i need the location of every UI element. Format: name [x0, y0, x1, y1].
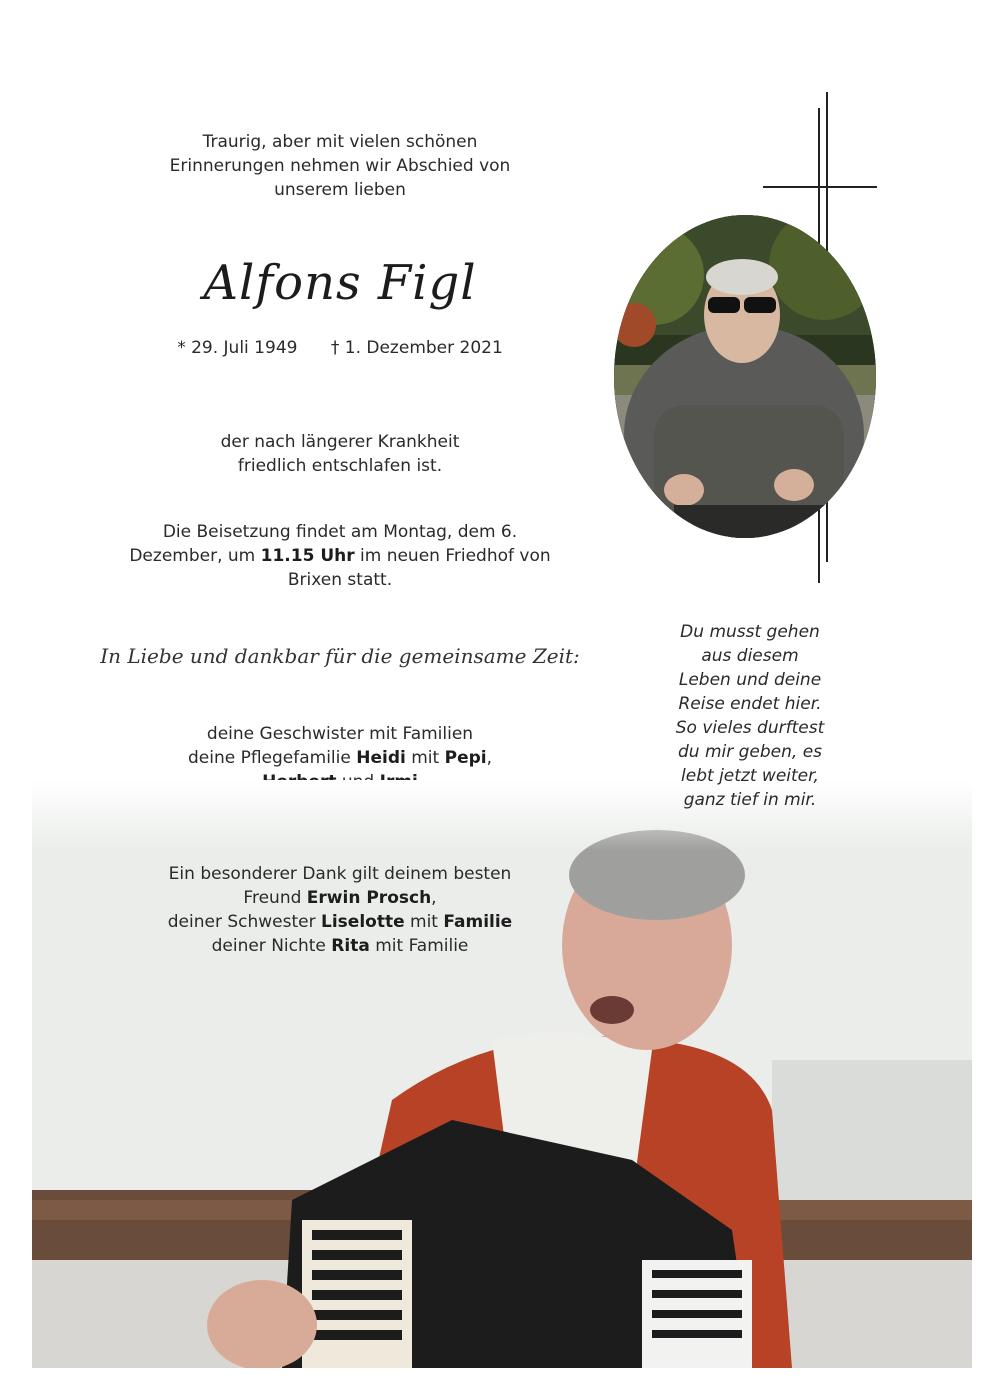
- funeral-line: [110, 544, 570, 568]
- poem-line: Leben und deine: [678, 670, 822, 690]
- poem-line: So vieles durftest: [675, 718, 825, 738]
- illness-text: [110, 430, 570, 478]
- thanks-text-part: ,: [431, 888, 437, 908]
- funeral-line: Die Beisetzung findet am Montag, dem 6.: [162, 522, 518, 542]
- funeral-info: [110, 520, 570, 592]
- illness-line: der nach längerer Krankheit: [220, 432, 460, 452]
- poem: [650, 620, 850, 812]
- thanks-line: Ein besonderer Dank gilt deinem besten: [168, 864, 512, 884]
- poem-line: du mir geben, es: [677, 742, 823, 762]
- funeral-text: Dezember, um: [129, 546, 261, 566]
- thanks-line: [110, 886, 570, 910]
- deceased-name: Alfons Figl: [203, 255, 477, 311]
- thanks-text-part: deiner Nichte: [211, 936, 332, 956]
- poem-line: lebt jetzt weiter,: [681, 766, 819, 786]
- dedication-line: In Liebe und dankbar für die gemeinsame Zeit:: [100, 644, 580, 668]
- family-text: ,: [486, 748, 493, 768]
- funeral-text: im neuen Friedhof von: [354, 546, 551, 566]
- thanks-name: Rita: [331, 936, 370, 956]
- poem-line: Du musst gehen: [680, 622, 820, 642]
- poem-line: Reise endet hier.: [678, 694, 822, 714]
- family-text: deine Pflegefamilie: [187, 748, 357, 768]
- funeral-time: 11.15 Uhr: [260, 546, 355, 566]
- thanks-name: Liselotte: [321, 912, 405, 932]
- intro-line: Traurig, aber mit vielen schönen: [202, 132, 478, 152]
- thanks-text-part: Freund: [243, 888, 307, 908]
- family-name: Heidi: [356, 748, 406, 768]
- cross-horizontal-line: [763, 186, 877, 188]
- poem-line: aus diesem: [701, 646, 799, 666]
- thanks-text-part: mit Familie: [369, 936, 469, 956]
- thanks-line: [110, 934, 570, 958]
- thanks-text-part: deiner Schwester: [167, 912, 322, 932]
- funeral-line: Brixen statt.: [287, 570, 393, 590]
- thanks-line: [110, 910, 570, 934]
- poem-line: ganz tief in mir.: [683, 790, 817, 810]
- family-line: [110, 746, 570, 770]
- illness-line: friedlich entschlafen ist.: [237, 456, 443, 476]
- intro-line: unserem lieben: [274, 180, 406, 200]
- death-date: † 1. Dezember 2021: [330, 338, 503, 358]
- thanks-name: Familie: [443, 912, 513, 932]
- thanks-name: Erwin Prosch: [306, 888, 432, 908]
- family-name: Pepi: [444, 748, 487, 768]
- thanks-text-part: mit: [404, 912, 444, 932]
- intro-text: [120, 130, 560, 202]
- intro-line: Erinnerungen nehmen wir Abschied von: [169, 156, 511, 176]
- birth-date: * 29. Juli 1949: [177, 338, 298, 358]
- portrait-photo: [614, 215, 876, 538]
- thanks-text: [110, 862, 570, 958]
- life-dates: [150, 338, 530, 358]
- family-text: mit: [405, 748, 445, 768]
- family-line: deine Geschwister mit Familien: [206, 724, 474, 744]
